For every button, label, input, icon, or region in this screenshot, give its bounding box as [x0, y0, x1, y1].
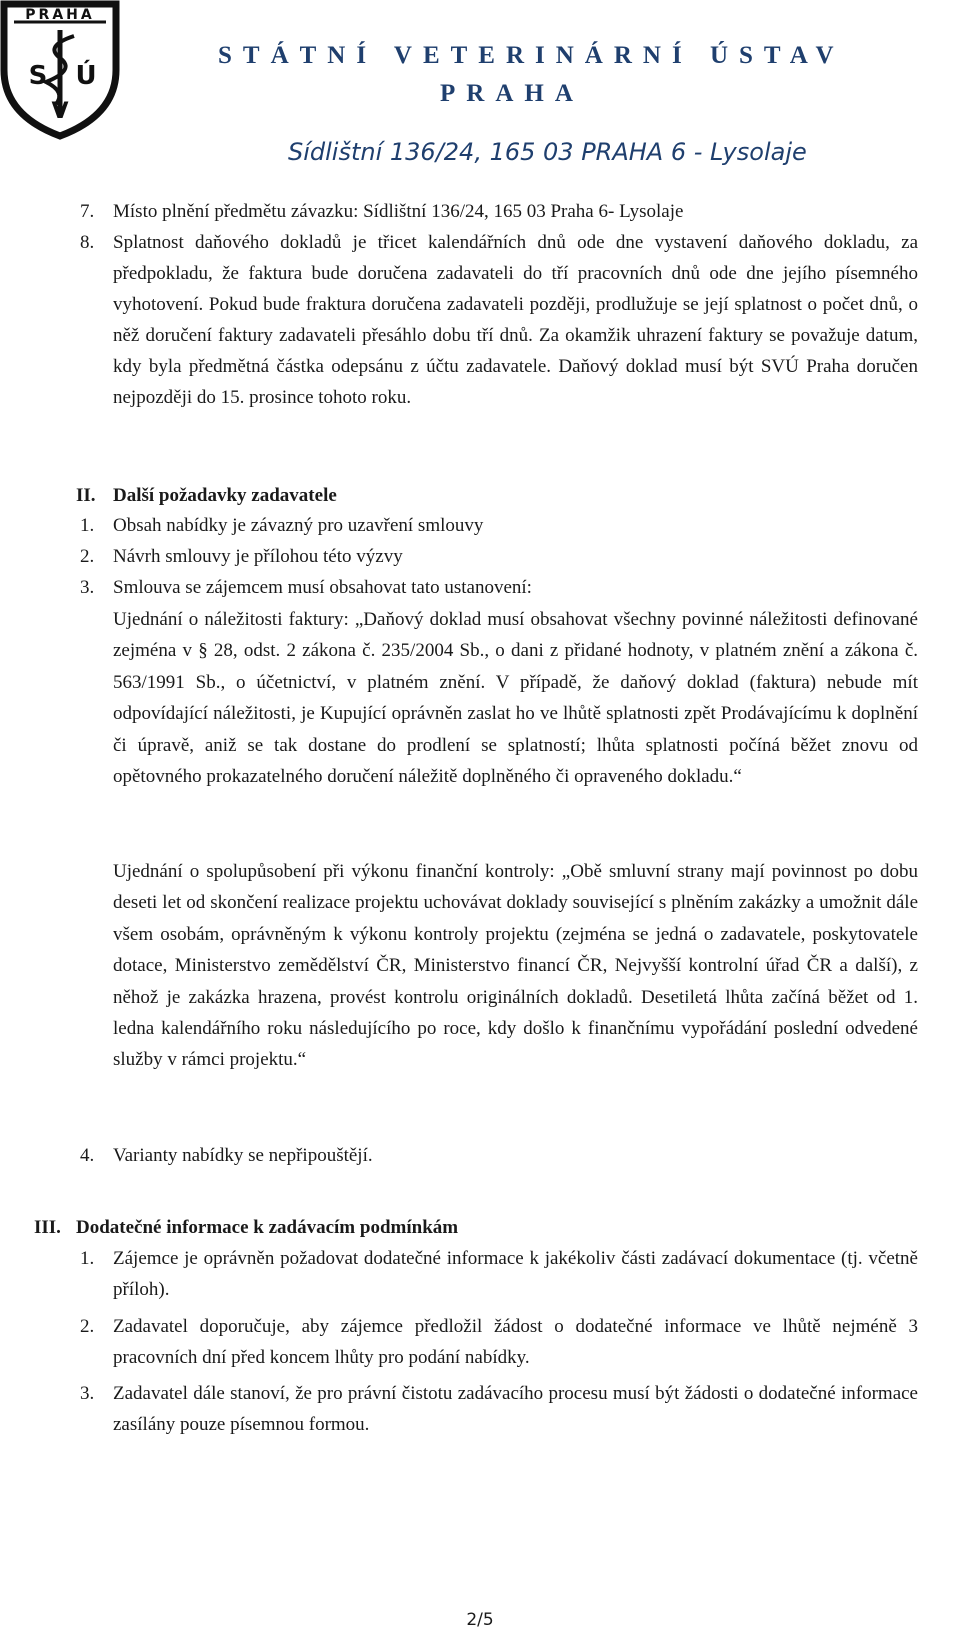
institute-city: PRAHA [440, 80, 584, 107]
section-title: Dodatečné informace k zadávacím podmínkám [76, 1217, 459, 1238]
logo-letter-v: V [51, 99, 69, 124]
list-number: 8. [80, 232, 95, 253]
list-number: 2. [80, 546, 95, 567]
list-item-text: Zadavatel doporučuje, aby zájemce předložil žádost o dodatečné informace ve lhůtě nejméně 3 pracovních dní před koncem lhůty pro podání nabídky. [113, 1316, 918, 1368]
section-title: Další požadavky zadavatele [113, 485, 337, 506]
list-number: 1. [80, 515, 95, 536]
list-number: 3. [80, 1383, 95, 1404]
page-number: 2/5 [466, 1610, 494, 1630]
list-item-text: Návrh smlouvy je přílohou této výzvy [113, 546, 403, 567]
institute-title: STÁTNÍ VETERINÁRNÍ ÚSTAV [218, 42, 845, 69]
list-item-text: Místo plnění předmětu závazku: Sídlištní 136/24, 165 03 Praha 6- Lysolaje [113, 201, 684, 222]
institute-address: Sídlištní 136/24, 165 03 PRAHA 6 - Lysolaje [288, 138, 807, 166]
list-item-text: Splatnost daňového dokladů je třicet kalendářních dnů ode dne vystavení daňového dokladu, za předpokladu, že faktura bude doručena zadavateli do tří pracovních dnů ode dne jejího písemného vyhotovení. Pokud bude fraktura doručena zadavateli později, prodlužuje se její splatnost o počet dnů, o něž doručení faktury zadavateli přesáhlo dobu tří dnů. Za okamžik uhrazení faktury se považuje datum, kdy byla předmětná částka odepsánu z účtu zadavatele. Daňový doklad musí být SVÚ Praha doručen nejpozději do 15. prosince tohoto roku. [113, 232, 918, 408]
list-number: 4. [80, 1145, 95, 1166]
list-item-text: Obsah nabídky je závazný pro uzavření smlouvy [113, 515, 484, 536]
section-number: II. [76, 485, 96, 506]
list-item-text: Zájemce je oprávněn požadovat dodatečné informace k jakékoliv části zadávací dokumentace (tj. včetně příloh). [113, 1248, 918, 1300]
logo-letter-s: S [28, 61, 48, 91]
list-number: 7. [80, 201, 95, 222]
svu-logo [0, 0, 120, 140]
list-number: 2. [80, 1316, 95, 1337]
list-item-text: Smlouva se zájemcem musí obsahovat tato ustanovení: [113, 577, 532, 598]
invoice-clause: Ujednání o náležitosti faktury: „Daňový doklad musí obsahovat všechny povinné náležitosti definované zejména v § 28, odst. 2 zákona č. 235/2004 Sb., o dani z přidané hodnoty, v platném znění a zákona č. 563/1991 Sb., o účetnictví, v platném znění. V případě, že daňový doklad (faktura) nebude mít odpovídající náležitosti, je Kupující oprávněn zaslat ho ve lhůtě splatnosti zpět Prodávajícímu k doplnění či úpravě, aniž se tak dostane do prodlení se splatností; lhůta splatnosti počíná běžet znovu od opětovného prokazatelného doručení náležitě doplněného či opraveného dokladu.“ [113, 609, 918, 788]
list-number: 1. [80, 1248, 95, 1269]
list-item-text: Varianty nabídky se nepřipouštějí. [113, 1145, 373, 1166]
list-item-text: Zadavatel dále stanoví, že pro právní čistotu zadávacího procesu musí být žádosti o dodatečné informace zasílány pouze písemnou formou. [113, 1383, 918, 1435]
section-number: III. [34, 1217, 61, 1238]
logo-text-top: PRAHA [25, 7, 95, 23]
financial-control-clause: Ujednání o spolupůsobení při výkonu finanční kontroly: „Obě smluvní strany mají povinnost po dobu deseti let od skončení realizace projektu uchovávat doklady související s plněním zakázky a umožnit dále všem osobám, oprávněným k výkonu kontroly projektu (zejména se jedná o zadavatele, poskytovatele dotace, Ministerstvo zemědělství ČR, Ministerstvo financí ČR, Nejvyšší kontrolní úřad ČR a další), z něhož je zakázka hrazena, provést kontrolu originálních dokladů. Desetiletá lhůta začíná běžet od 1. ledna kalendářního roku následujícího po roce, kdy došlo k finančnímu vypořádání poslední odvedené služby v rámci projektu.“ [113, 861, 918, 1071]
logo-letter-u: Ú [75, 61, 97, 91]
list-number: 3. [80, 577, 95, 598]
